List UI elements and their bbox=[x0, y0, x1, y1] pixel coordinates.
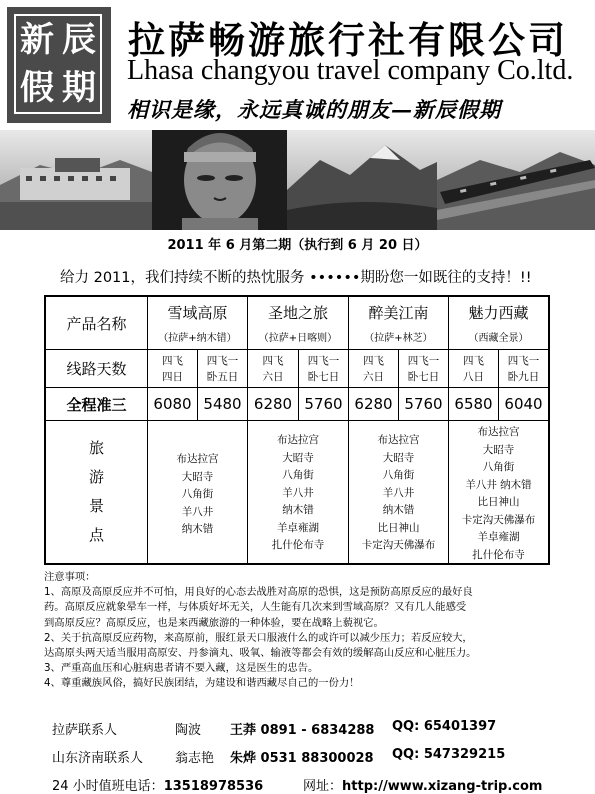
train-photo bbox=[437, 130, 595, 230]
route-days: 四飞 六日 bbox=[262, 354, 284, 383]
hotline-number: 13518978536 bbox=[163, 779, 264, 794]
route-spots bbox=[248, 432, 348, 562]
label-tourist-spots bbox=[46, 421, 147, 563]
logo-char: 新 bbox=[20, 20, 54, 60]
route-price: 5760 bbox=[404, 395, 443, 413]
route-price: 6280 bbox=[354, 395, 393, 413]
logo-char: 辰 bbox=[62, 20, 96, 60]
route-subtitle: （拉萨+林芝） bbox=[364, 333, 433, 344]
route-spots bbox=[349, 432, 448, 562]
spots-label-char: 旅 bbox=[88, 439, 104, 457]
website-link[interactable]: http://www.xizang-trip.com bbox=[342, 779, 543, 794]
notes-line: 药。高原反应就象晕车一样，与体质好坏无关，人生能有几次来到雪域高原？又有几人能感受 bbox=[44, 601, 467, 614]
route-header bbox=[148, 297, 247, 349]
notes-line: 1、高原及高原反应并不可怕，用良好的心态去战胜对高原的恐惧，这是预防高原反应的最好良 bbox=[44, 586, 473, 599]
contact-name: 陶波 bbox=[175, 723, 202, 738]
hotline bbox=[52, 775, 263, 794]
spot-item: 羊八井 bbox=[282, 486, 314, 499]
spot-item: 布达拉宫 bbox=[176, 453, 219, 465]
notes-line: 4、尊重藏族风俗，搞好民族团结，为建设和谐西藏尽自己的一份力！ bbox=[44, 677, 360, 690]
contact-label: 山东济南联系人 bbox=[52, 751, 144, 766]
spots-label-char: 点 bbox=[88, 526, 104, 544]
spot-item: 羊八井 纳木错 bbox=[465, 478, 532, 491]
spot-item: 比日神山 bbox=[377, 521, 420, 534]
route-price: 6040 bbox=[504, 395, 543, 413]
route-days: 四飞一 卧七日 bbox=[407, 354, 440, 383]
issue-line: 2011 年 6 月第二期（执行到 6 月 20 日） bbox=[167, 238, 428, 253]
mountain-landscape-photo bbox=[287, 130, 437, 230]
contact-phone: 朱烨 0531 88300028 bbox=[230, 751, 374, 766]
label-full-price: 全程准三 bbox=[66, 395, 127, 414]
contact-name: 翁志艳 bbox=[175, 751, 215, 766]
website bbox=[303, 775, 542, 794]
spot-item: 羊卓雍湖 bbox=[277, 521, 319, 534]
route-name: 魅力西藏 bbox=[468, 304, 529, 322]
route-name: 醉美江南 bbox=[368, 304, 429, 322]
route-price: 6080 bbox=[153, 395, 192, 413]
company-name-en: Lhasa changyou travel company Co.ltd. bbox=[127, 55, 574, 86]
route-subtitle: （拉萨+纳木错） bbox=[158, 333, 237, 344]
intro-line: 给力 2011，我们持续不断的热忱服务 ••••••期盼您一如既往的支持！!! bbox=[60, 270, 532, 286]
spot-item: 扎什伦布寺 bbox=[472, 548, 525, 561]
notes-line: 3、严重高血压和心脏病患者请不要入藏，这是医生的忠告。 bbox=[44, 662, 319, 675]
route-days: 四飞一 卧五日 bbox=[206, 354, 239, 383]
route-days: 四飞一 卧九日 bbox=[507, 354, 540, 383]
route-spots bbox=[148, 451, 247, 561]
photo-strip bbox=[0, 130, 595, 230]
route-spots bbox=[449, 424, 548, 563]
spot-item: 纳木错 bbox=[382, 504, 415, 516]
route-days: 四飞 八日 bbox=[463, 354, 484, 383]
spot-item: 卡定沟天佛瀑布 bbox=[461, 513, 536, 526]
spot-item: 布达拉宫 bbox=[377, 434, 420, 446]
hotline-label: 24 小时值班电话： bbox=[52, 779, 164, 794]
route-table bbox=[44, 295, 550, 565]
spot-item: 大昭寺 bbox=[181, 470, 214, 483]
route-header bbox=[349, 297, 448, 349]
slogan: 相识是缘，永远真诚的朋友—新辰假期 bbox=[127, 97, 501, 122]
spots-label-char: 游 bbox=[88, 468, 104, 486]
notes-line: 2、关于抗高原反应药物，来高原前，服红景天口服液什么的或许可以减少压力；若反应较大， bbox=[44, 631, 473, 644]
spot-item: 大昭寺 bbox=[282, 451, 314, 464]
notes-line: 达高原头两天适当服用高原安、丹参滴丸、吸氧、输液等都会有效的缓解高山反应和心脏压力。 bbox=[44, 647, 477, 660]
spot-item: 布达拉宫 bbox=[277, 434, 319, 446]
route-price: 6580 bbox=[454, 395, 493, 413]
label-product-name: 产品名称 bbox=[66, 314, 127, 333]
agency-logo bbox=[7, 7, 111, 123]
route-header bbox=[248, 297, 348, 349]
spot-item: 比日神山 bbox=[477, 496, 520, 508]
spot-item: 纳木错 bbox=[282, 504, 314, 516]
label-route-days: 线路天数 bbox=[66, 360, 127, 378]
spot-item: 大昭寺 bbox=[482, 443, 515, 456]
notes-section bbox=[44, 570, 556, 692]
route-days: 四飞 四日 bbox=[162, 354, 183, 383]
website-label: 网址： bbox=[303, 779, 343, 794]
spot-item: 八角街 bbox=[282, 469, 314, 481]
spot-item: 扎什伦布寺 bbox=[271, 539, 325, 551]
route-days: 四飞一 卧七日 bbox=[307, 354, 340, 383]
spot-item: 八角街 bbox=[382, 469, 415, 481]
spot-item: 羊卓雍湖 bbox=[477, 531, 520, 543]
spot-item: 羊八井 bbox=[181, 505, 214, 518]
logo-char: 期 bbox=[62, 68, 96, 108]
notes-title: 注意事项： bbox=[44, 571, 96, 583]
route-price: 5760 bbox=[304, 395, 343, 413]
route-price: 6280 bbox=[253, 395, 293, 413]
spot-item: 卡定沟天佛瀑布 bbox=[361, 539, 436, 551]
spot-item: 布达拉宫 bbox=[477, 426, 520, 438]
spot-item: 羊八井 bbox=[382, 486, 415, 499]
route-price: 5480 bbox=[203, 395, 242, 413]
route-header bbox=[449, 297, 548, 349]
spots-label-char: 景 bbox=[88, 497, 104, 515]
contact-qq: QQ: 65401397 bbox=[392, 719, 497, 734]
contact-qq: QQ: 547329215 bbox=[392, 747, 506, 762]
buddha-statue-photo bbox=[152, 130, 287, 230]
route-name: 圣地之旅 bbox=[267, 304, 328, 322]
spot-item: 纳木错 bbox=[181, 523, 214, 535]
contact-label: 拉萨联系人 bbox=[52, 723, 118, 738]
company-name-cn: 拉萨畅游旅行社有限公司 bbox=[128, 18, 568, 62]
potala-palace-photo bbox=[0, 130, 152, 230]
contact-phone: 王莽 0891 - 6834288 bbox=[230, 723, 375, 738]
spot-item: 八角街 bbox=[181, 488, 214, 500]
spot-item: 大昭寺 bbox=[382, 451, 415, 464]
route-subtitle: （西藏全景） bbox=[468, 333, 529, 344]
route-name: 雪域高原 bbox=[167, 304, 228, 322]
route-days: 四飞 六日 bbox=[363, 354, 384, 383]
route-subtitle: （拉萨+日喀则） bbox=[258, 333, 338, 344]
logo-char: 假 bbox=[20, 68, 54, 108]
spot-item: 八角街 bbox=[482, 461, 515, 473]
notes-line: 到高原反应？高原反应，也是来西藏旅游的一种体验，要在战略上藐视它。 bbox=[44, 616, 384, 629]
